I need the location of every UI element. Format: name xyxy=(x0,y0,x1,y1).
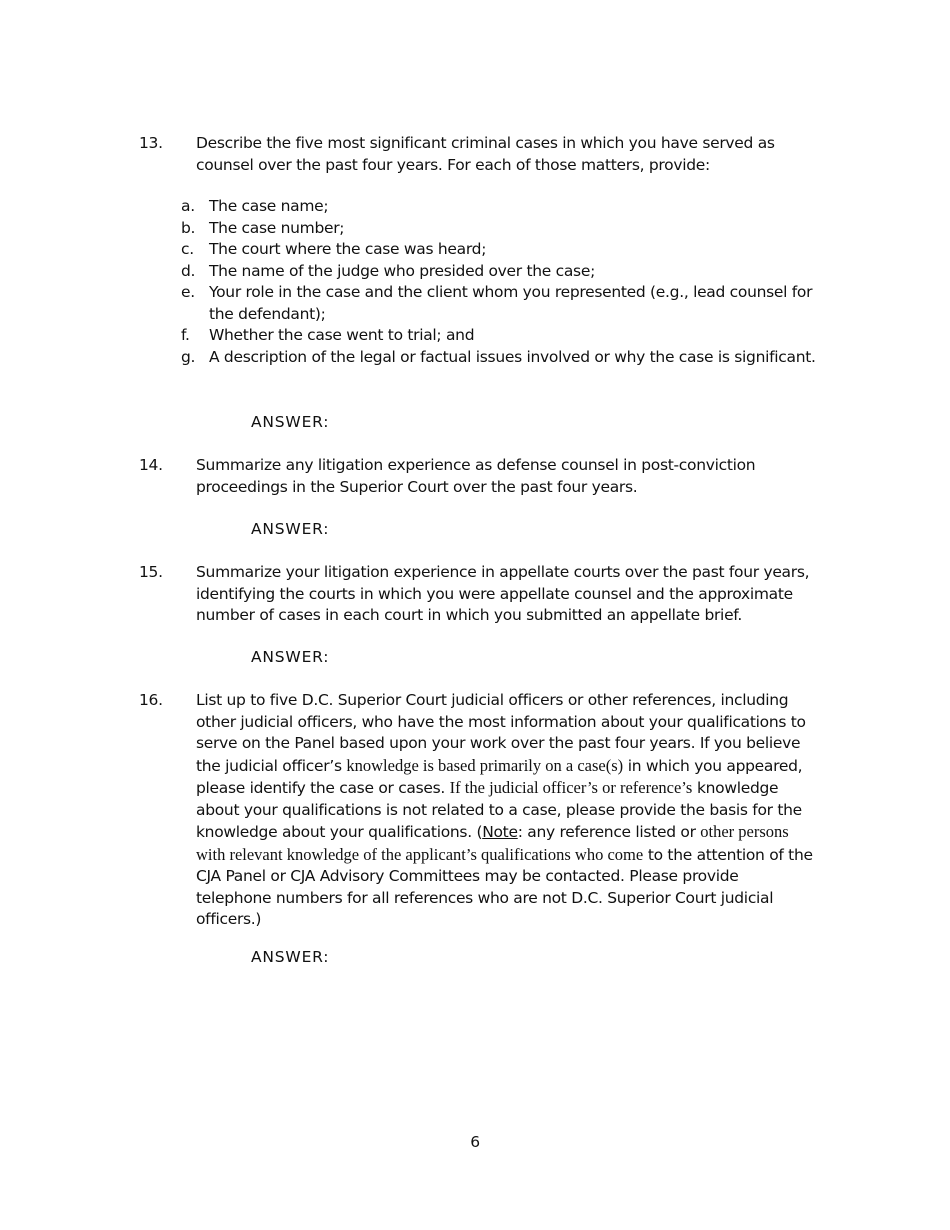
answer-label-15: ANSWER: xyxy=(251,648,330,666)
question-15 xyxy=(139,562,819,627)
list-item xyxy=(181,347,821,369)
list-item-label: c. xyxy=(181,240,194,258)
question-text-part: If the judicial officer’s or reference’s xyxy=(449,778,693,797)
answer-label-13: ANSWER: xyxy=(251,413,330,431)
question-text-part: List up to five D.C. Superior Court judicial officers or other references, including other judicial officers, who have the most information about your qualifications to serve on the Panel based upon your work over the past four years. If you believe the judicial officer’s xyxy=(196,691,806,775)
question-text xyxy=(196,690,816,931)
list-item-text: The case name; xyxy=(209,197,329,215)
list-item xyxy=(181,282,821,325)
list-item xyxy=(181,325,821,347)
question-16 xyxy=(139,690,819,931)
list-item-text: The case number; xyxy=(209,218,345,237)
question-text-part: other persons with relevant knowledge of the applicant’s qualifications who come xyxy=(196,822,789,864)
list-item-text: The court where the case was heard; xyxy=(209,240,487,258)
list-item-label: b. xyxy=(181,218,196,237)
list-item xyxy=(181,196,821,218)
question-text-part: : any reference listed or xyxy=(517,823,701,841)
list-item xyxy=(181,239,821,261)
question-text: Summarize your litigation experience in appellate courts over the past four years, identifying the courts in which you were appellate counsel and the approximate number of cases in each court in which you submitted an appellate brief. xyxy=(196,563,810,624)
list-item-text: Whether the case went to trial; and xyxy=(209,326,475,344)
list-item xyxy=(181,218,821,240)
list-item-label: g. xyxy=(181,347,196,366)
list-item-text: A description of the legal or factual issues involved or why the case is significant. xyxy=(209,347,816,366)
question-13-subitems xyxy=(181,196,821,368)
question-text-part: in which you appeared, please identify the case or cases. xyxy=(196,756,803,797)
list-item-label: a. xyxy=(181,197,195,215)
list-item-text: Your role in the case and the client whom you represented (e.g., lead counsel for the defendant); xyxy=(209,283,813,323)
question-text-part: knowledge about your qualifications is not related to a case, please provide the basis for the knowledge about your qualifications. ( xyxy=(196,779,802,841)
question-text: Summarize any litigation experience as defense counsel in post-conviction proceedings in the Superior Court over the past four years. xyxy=(196,456,756,496)
question-number: 13. xyxy=(139,134,163,152)
list-item xyxy=(181,261,821,283)
question-14 xyxy=(139,455,819,498)
list-item-text: The name of the judge who presided over the case; xyxy=(209,261,595,280)
page-number: 6 xyxy=(470,1133,480,1151)
question-text-part: knowledge is based primarily on a case(s) xyxy=(346,755,624,775)
note-label: Note xyxy=(482,823,518,841)
question-number: 14. xyxy=(139,456,163,474)
question-number: 15. xyxy=(139,563,163,581)
list-item-label: f. xyxy=(181,326,190,344)
question-text-part: to the attention of the CJA Panel or CJA Advisory Committees may be contacted. Please provide telephone numbers for all references who are not D.C. Superior Court judicial officers.) xyxy=(196,845,813,928)
question-text: Describe the five most significant criminal cases in which you have served as counsel over the past four years. For each of those matters, provide: xyxy=(196,134,775,174)
question-13 xyxy=(139,133,819,176)
answer-label-14: ANSWER: xyxy=(251,520,330,538)
answer-label-16: ANSWER: xyxy=(251,948,330,966)
list-item-label: e. xyxy=(181,283,195,301)
question-number: 16. xyxy=(139,691,163,709)
list-item-label: d. xyxy=(181,261,196,280)
